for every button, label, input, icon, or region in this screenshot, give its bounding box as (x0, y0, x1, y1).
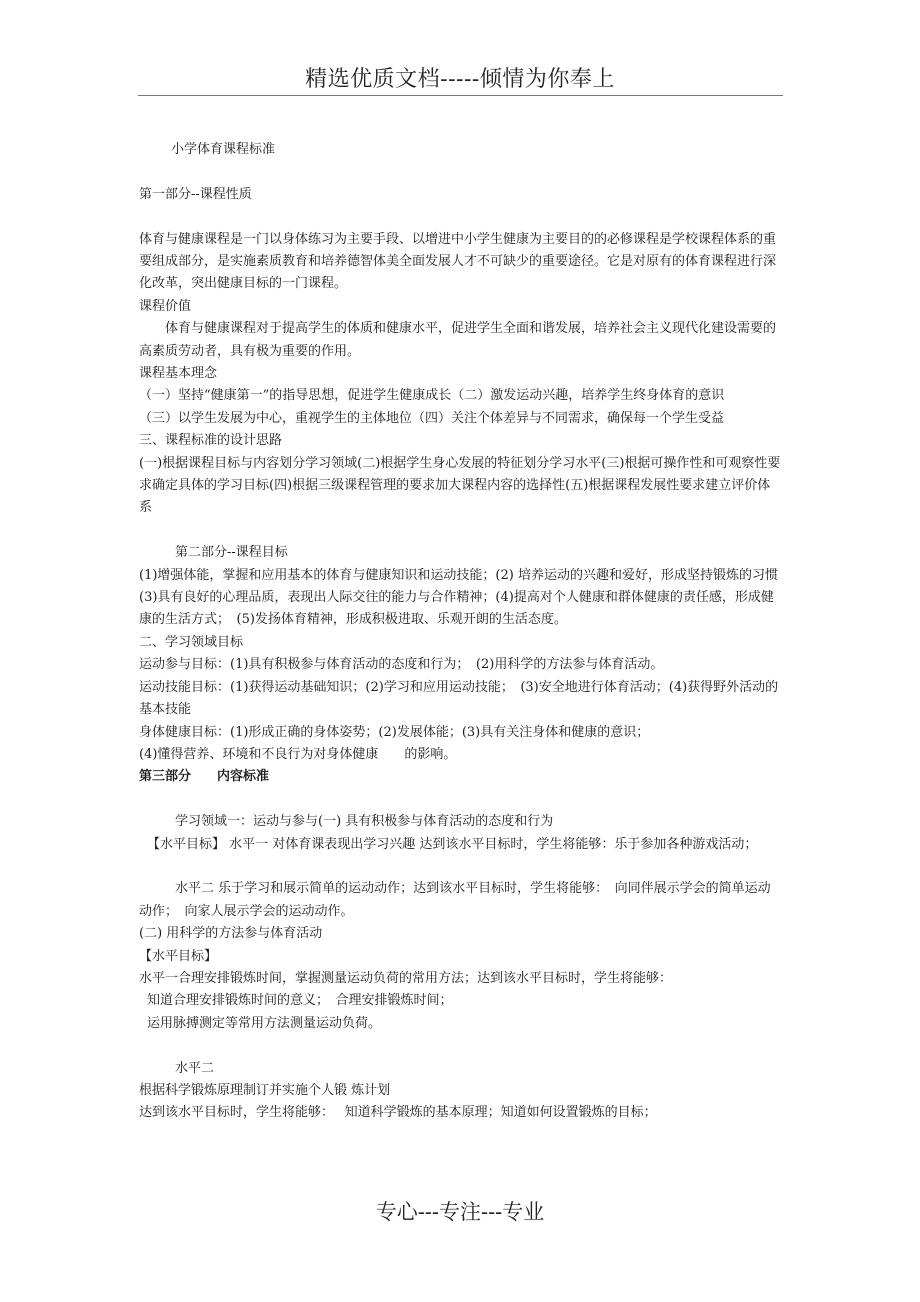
part3-heading: 第三部分 内容标准 (139, 769, 270, 785)
field-line-3: 身体健康目标：(1)形成正确的身体姿势；(2)发展体能；(3)具有关注身体和健康的意识； (139, 724, 650, 740)
value-heading: 课程价值 (139, 298, 192, 314)
level-goal-label: 【水平目标】 (139, 948, 218, 964)
part2-paragraph: (1)增强体能，掌握和应用基本的体育与健康知识和运动技能；(2) 培养运动的兴趣和爱好，形成坚持锻炼的习惯 (3)具有良好的心理品质，表现出人际交往的能力与合作精神；(4)提高对个人健康和群体健康的责任感，形成健康的生活方式； (5)发扬体育精神，形成积极进取、乐观开朗的生活态度。 (139, 567, 778, 628)
part1-heading: 第一部分--课程性质 (139, 186, 252, 202)
level2-label: 水平二 (175, 1060, 215, 1076)
domain1-heading: 学习领域一：运动与参与(一) 具有积极参与体育活动的态度和行为 (175, 814, 554, 830)
document-title: 小学体育课程标准 (171, 142, 276, 157)
document-body (139, 139, 781, 1125)
header-divider (138, 95, 783, 96)
level1-item-1: 知道合理安排锻炼时间的意义； 合理安排锻炼时间； (147, 993, 453, 1009)
part2-heading: 第二部分--课程目标 (175, 545, 288, 561)
level-goal-paragraph: 【水平目标】 水平一 对体育课表现出学习兴趣 达到该水平目标时，学生将能够：乐于参加各种游戏活动； (147, 836, 758, 852)
level1-line: 水平一合理安排锻炼时间，掌握测量运动负荷的常用方法；达到该水平目标时，学生将能够： (139, 970, 673, 986)
design-paragraph: (一)根据课程目标与内容划分学习领域(二)根据学生身心发展的特征划分学习水平(三)根据可操作性和可观察性要求确定具体的学习目标(四)根据三级课程管理的要求加大课程内容的选择性(五)根据课程发展性要求建立评价体系 (139, 455, 781, 516)
level2-line-1: 根据科学锻炼原理制订并实施个人锻 炼计划 (139, 1082, 391, 1098)
value-paragraph: 体育与健康课程对于提高学生的体质和健康水平，促进学生全面和谐发展，培养社会主义现代化建设需要的高素质劳动者，具有极为重要的作用。 (139, 321, 777, 359)
page-header: 精选优质文档-----倾情为你奉上 (305, 67, 615, 92)
level2-paragraph: 水平二 乐于学习和展示简单的运动动作；达到该水平目标时，学生将能够： 向同伴展示学会的简单运动动作； 向家人展示学会的运动动作。 (139, 881, 771, 919)
field-line-2: 运动技能目标：(1)获得运动基础知识；(2)学习和应用运动技能； (3)安全地进行体育活动；(4)获得野外活动的基本技能 (139, 679, 779, 718)
field-heading: 二、学习领域目标 (139, 634, 244, 650)
design-heading: 三、课程标准的设计思路 (139, 433, 283, 449)
sub2-heading: (二) 用科学的方法参与体育活动 (139, 926, 323, 942)
concept-heading: 课程基本理念 (139, 366, 218, 382)
field-line-4: (4)懂得营养、环境和不良行为对身体健康 的影响。 (139, 746, 457, 762)
part1-paragraph: 体育与健康课程是一门以身体练习为主要手段、以增进中小学生健康为主要目的的必修课程是学校课程体系的重要组成部分，是实施素质教育和培养德智体美全面发展人才不可缺少的重要途径。它是对原有的体育课程进行深化改革，突出健康目标的一门课程。 (139, 231, 777, 292)
concept-line-1: （一）坚持“健康第一”的指导思想，促进学生健康成长（二）激发运动兴趣，培养学生终身体育的意识 (139, 388, 725, 404)
field-line-1: 运动参与目标：(1)具有积极参与体育活动的态度和行为； (2)用科学的方法参与体育活动。 (139, 657, 664, 673)
concept-line-2: （三）以学生发展为中心，重视学生的主体地位（四）关注个体差异与不同需求，确保每一个学生受益 (139, 410, 725, 426)
page-footer: 专心---专注---专业 (375, 1200, 545, 1224)
level2-line-2: 达到该水平目标时，学生将能够： 知道科学锻炼的基本原理；知道如何设置锻炼的目标； (139, 1105, 657, 1121)
level1-item-2: 运用脉搏测定等常用方法测量运动负荷。 (147, 1015, 382, 1031)
